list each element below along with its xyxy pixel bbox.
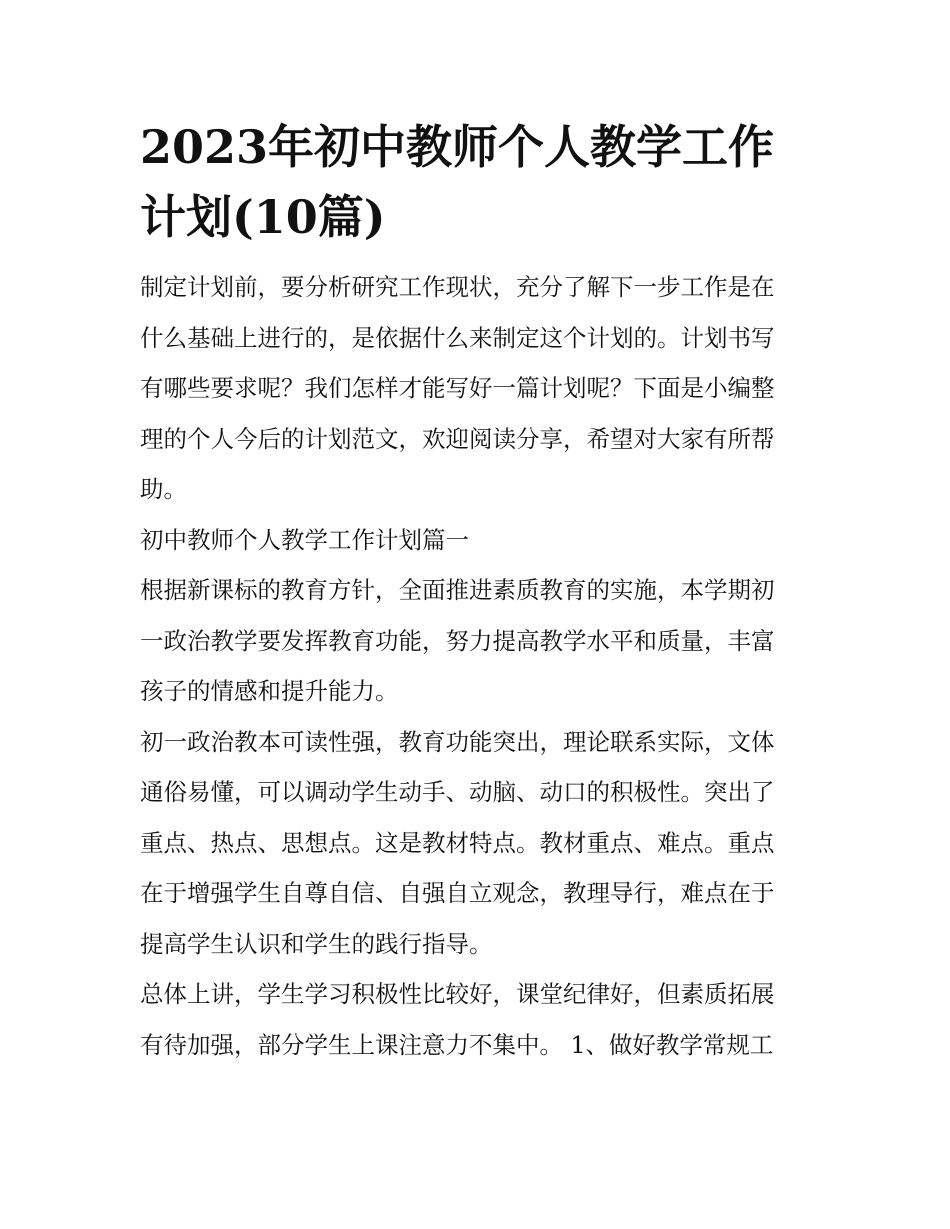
- text-line: 一政治教学要发挥教育功能，努力提高教学水平和质量，丰富: [140, 626, 775, 655]
- section-heading: 初中教师个人教学工作计划篇一: [140, 525, 469, 554]
- text-line: 重点、热点、思想点。这是教材特点。教材重点、难点。重点: [140, 828, 775, 857]
- document-title: [140, 112, 820, 252]
- title-line: 计划(10篇): [140, 190, 386, 244]
- text-line: 孩子的情感和提升能力。: [140, 677, 399, 705]
- text-line: 总体上讲，学生学习积极性比较好，课堂纪律好，但素质拓展: [140, 980, 775, 1008]
- text-line: 提高学生认识和学生的践行指导。: [140, 929, 493, 958]
- text-line: 初一政治教本可读性强，教育功能突出，理论联系实际，文体: [140, 727, 775, 756]
- intro-paragraph: [140, 262, 820, 515]
- text-line: 理的个人今后的计划范文，欢迎阅读分享，希望对大家有所帮: [140, 424, 775, 453]
- document-body: [140, 112, 820, 1070]
- body-paragraph: [140, 969, 820, 1070]
- text-line: 在于增强学生自尊自信、自强自立观念，教理导行，难点在于: [140, 879, 775, 907]
- body-paragraph: [140, 565, 820, 717]
- title-line: 2023年初中教师个人教学工作: [140, 120, 775, 174]
- text-line: 根据新课标的教育方针，全面推进素质教育的实施，本学期初: [140, 576, 775, 604]
- body-paragraph: [140, 717, 820, 970]
- text-line: 什么基础上进行的，是依据什么来制定这个计划的。计划书写: [140, 323, 775, 352]
- text-line: 通俗易懂，可以调动学生动手、动脑、动口的积极性。突出了: [140, 778, 775, 806]
- text-line: 制定计划前，要分析研究工作现状，充分了解下一步工作是在: [140, 273, 775, 301]
- text-line: 助。: [140, 475, 187, 503]
- text-line: 有待加强，部分学生上课注意力不集中。 1、做好教学常规工: [140, 1030, 774, 1059]
- text-line: 有哪些要求呢？我们怎样才能写好一篇计划呢？下面是小编整: [140, 374, 775, 402]
